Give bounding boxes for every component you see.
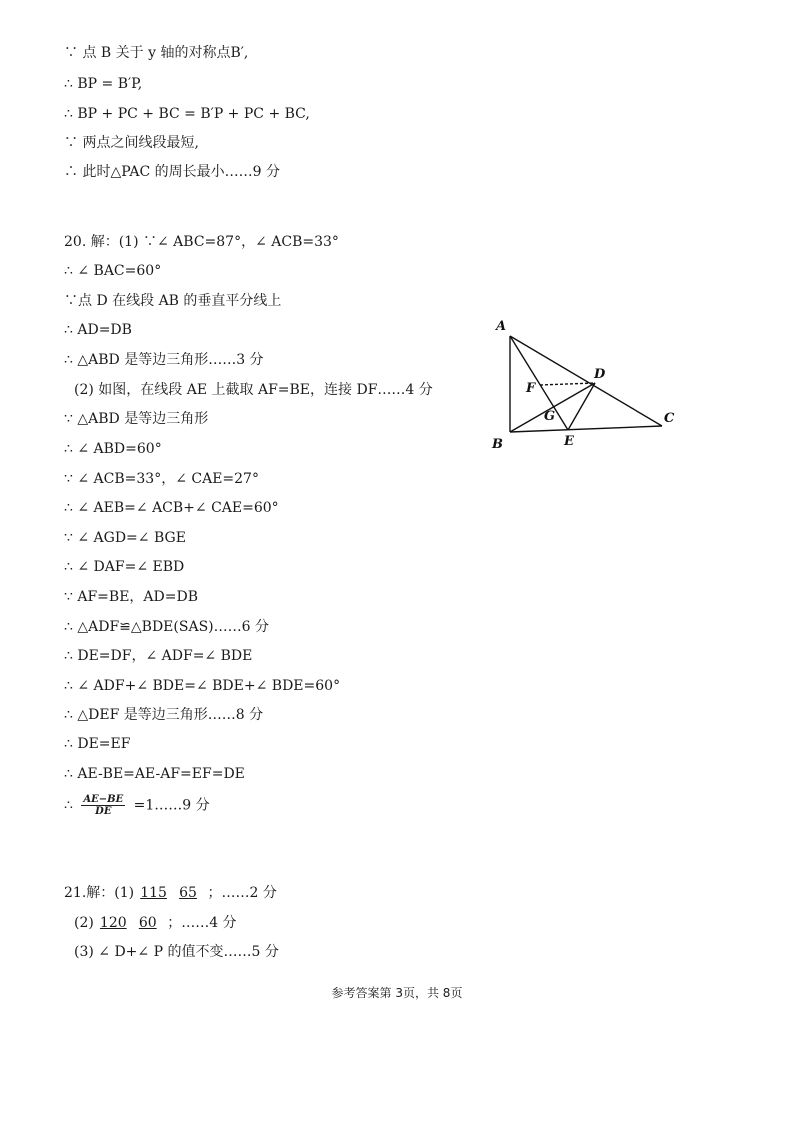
label-b: B: [492, 437, 503, 452]
line-21: ∴ ∠ ADF+∠ BDE=∠ BDE+∠ BDE=60°: [64, 678, 341, 694]
line-11: (2) 如图，在线段 AE 上截取 AF=BE，连接 DF……4 分: [74, 382, 433, 398]
line-17: ∴ ∠ DAF=∠ EBD: [64, 559, 185, 575]
line-24: ∴ AE-BE=AE-AF=EF=DE: [64, 766, 245, 782]
line-4: ∵ 两点之间线段最短,: [64, 135, 199, 151]
fraction-denominator: DE: [95, 806, 112, 817]
line-9: ∴ AD=DB: [64, 322, 132, 338]
q21-answer-1: 115: [140, 885, 167, 901]
line-13: ∴ ∠ ABD=60°: [64, 441, 162, 457]
fraction-prefix: ∴: [64, 797, 73, 814]
line-3: ∴ BP + PC + BC = B′P + PC + BC,: [64, 106, 310, 122]
fraction-numerator: AE−BE: [83, 794, 124, 805]
page-footer: 参考答案第 3页，共 8页: [331, 986, 463, 1000]
q21-line-2: [74, 914, 237, 932]
q21-score-1: ；……2 分: [207, 885, 277, 901]
fraction-suffix: =1……9 分: [133, 797, 210, 814]
line-16: ∵ ∠ AGD=∠ BGE: [64, 530, 186, 546]
line-10: ∴ △ABD 是等边三角形……3 分: [64, 352, 264, 368]
fraction: [81, 794, 125, 817]
line-19: ∴ △ADF≌△BDE(SAS)……6 分: [64, 619, 269, 635]
label-c: C: [664, 411, 675, 426]
q20-heading: 20. 解：(1) ∵∠ ABC=87°，∠ ACB=33°: [64, 234, 339, 250]
label-e: E: [564, 434, 574, 449]
q21-line-3: (3) ∠ D+∠ P 的值不变……5 分: [74, 944, 279, 960]
triangle-diagram: [480, 312, 690, 462]
segment-df: [540, 383, 595, 385]
q21-line-1: [64, 884, 277, 902]
line-12: ∵ △ABD 是等边三角形: [64, 411, 209, 427]
line-8: ∵点 D 在线段 AB 的垂直平分线上: [64, 293, 282, 309]
label-g: G: [544, 409, 556, 424]
line-1: ∵ 点 B 关于 y 轴的对称点B′,: [64, 45, 249, 61]
line-2: ∴ BP = B′P,: [64, 76, 143, 92]
q21-part2-prefix: (2): [74, 915, 94, 931]
label-a: A: [496, 319, 507, 334]
q21-answer-4: 60: [138, 915, 157, 931]
segment-bd: [510, 383, 595, 432]
segment-bc: [510, 426, 662, 432]
label-d: D: [594, 367, 606, 382]
line-23: ∴ DE=EF: [64, 736, 131, 752]
q21-score-2: ；……4 分: [167, 915, 237, 931]
line-18: ∵ AF=BE，AD=DB: [64, 589, 198, 605]
q21-prefix: 21.解：(1): [64, 885, 135, 901]
line-20: ∴ DE=DF，∠ ADF=∠ BDE: [64, 648, 253, 664]
line-15: ∴ ∠ AEB=∠ ACB+∠ CAE=60°: [64, 500, 279, 516]
line-22: ∴ △DEF 是等边三角形……8 分: [64, 707, 264, 723]
q21-answer-2: 65: [179, 885, 197, 901]
q21-answer-3: 120: [99, 915, 127, 931]
line-7: ∴ ∠ BAC=60°: [64, 263, 162, 279]
line-5: ∴ 此时△PAC 的周长最小……9 分: [64, 164, 280, 180]
fraction-line: [64, 794, 210, 817]
label-f: F: [526, 381, 536, 396]
line-14: ∵ ∠ ACB=33°，∠ CAE=27°: [64, 471, 259, 487]
